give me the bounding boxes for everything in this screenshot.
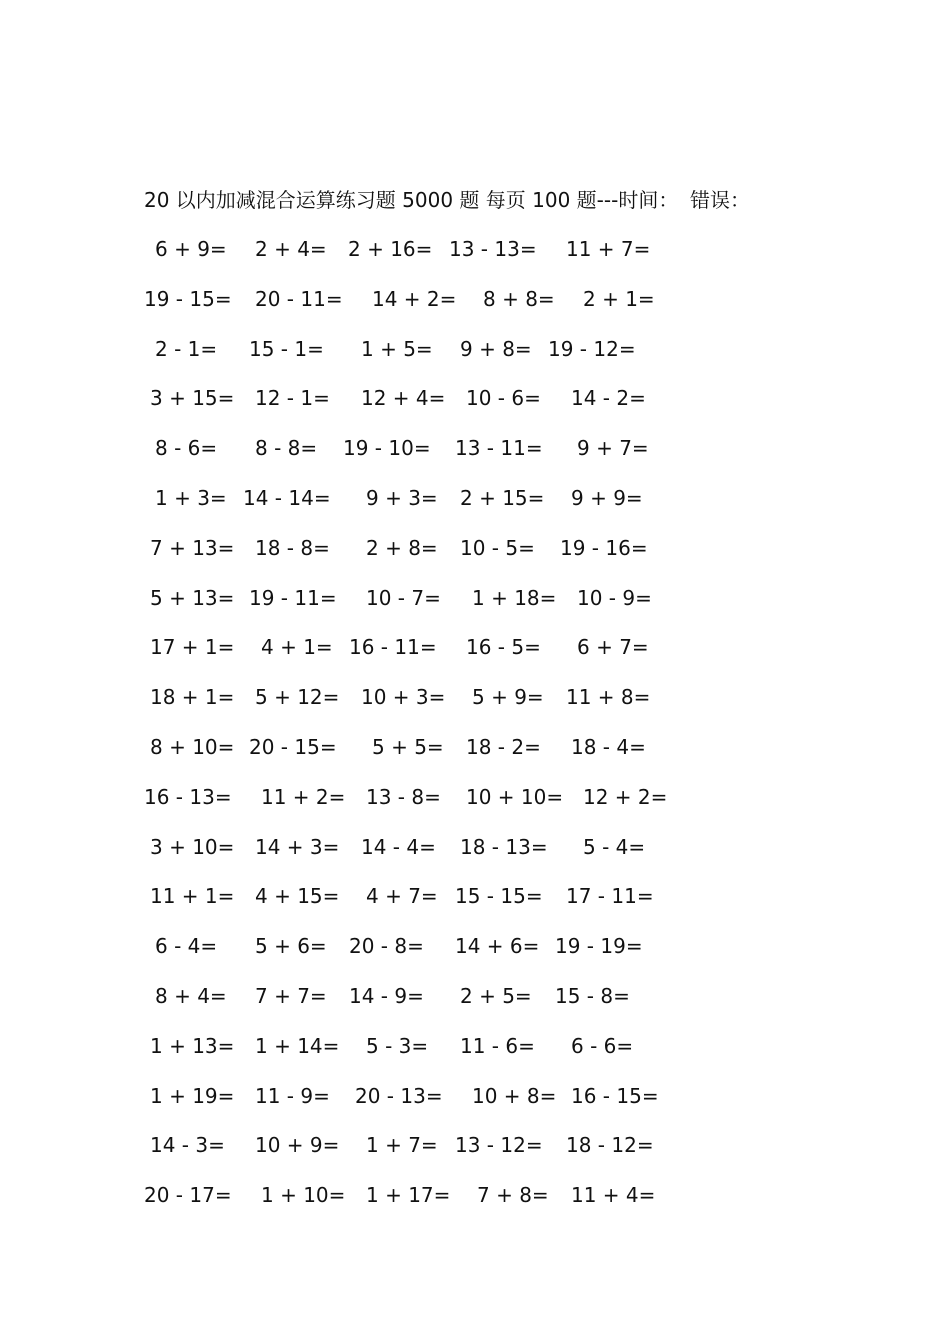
problem-item: 14 + 3=: [255, 834, 340, 859]
problem-item: 20 - 13=: [355, 1083, 443, 1108]
problem-item: 19 - 15=: [144, 286, 232, 311]
problem-item: 1 + 13=: [150, 1033, 235, 1058]
problem-item: 16 - 15=: [571, 1083, 659, 1108]
problem-item: 20 - 17=: [144, 1183, 232, 1208]
problem-item: 2 + 15=: [460, 486, 545, 510]
problem-row: [0, 384, 950, 412]
problem-item: 11 + 1=: [150, 884, 235, 909]
problem-item: 1 + 10=: [261, 1183, 346, 1208]
errors-label: 错误：: [690, 188, 750, 212]
problem-item: 18 - 8=: [255, 535, 330, 560]
problem-item: 15 - 1=: [249, 336, 324, 361]
problem-item: 12 - 1=: [255, 386, 330, 411]
problem-item: 17 - 11=: [566, 884, 654, 909]
problem-row: [0, 882, 950, 910]
problem-item: 11 + 2=: [261, 784, 346, 809]
problem-item: 14 + 6=: [455, 934, 540, 959]
problem-item: 11 + 8=: [566, 685, 651, 710]
problem-item: 5 + 13=: [150, 585, 235, 610]
problem-item: 20 - 8=: [349, 934, 424, 959]
problem-item: 12 + 2=: [583, 784, 668, 809]
problem-item: 1 + 5=: [361, 336, 433, 361]
problem-item: 18 - 4=: [571, 735, 646, 759]
problem-item: 10 - 9=: [577, 585, 652, 610]
problem-item: 2 + 4=: [255, 237, 327, 261]
problem-row: [0, 1032, 950, 1060]
problem-item: 11 + 7=: [566, 237, 651, 261]
problem-item: 16 - 11=: [349, 635, 437, 660]
problem-item: 1 + 17=: [366, 1183, 451, 1208]
problem-item: 13 - 8=: [366, 784, 441, 809]
problem-item: 4 + 15=: [255, 884, 340, 909]
problem-item: 20 - 11=: [255, 286, 343, 311]
problem-item: 1 + 14=: [255, 1033, 340, 1058]
problem-row: [0, 534, 950, 562]
problem-row: [0, 833, 950, 861]
problem-item: 6 - 4=: [155, 934, 218, 959]
problem-item: 19 - 16=: [560, 535, 648, 560]
problem-row: [0, 434, 950, 462]
problem-item: 11 + 4=: [571, 1183, 656, 1208]
problem-item: 18 - 2=: [466, 735, 541, 759]
problem-item: 5 + 5=: [372, 735, 444, 759]
problem-item: 6 + 7=: [577, 635, 649, 660]
problem-item: 2 + 8=: [366, 535, 438, 560]
problem-item: 14 - 2=: [571, 386, 646, 411]
problem-item: 1 + 19=: [150, 1083, 235, 1108]
problem-item: 4 + 7=: [366, 884, 438, 909]
problem-item: 11 - 9=: [255, 1083, 330, 1108]
problem-row: [0, 285, 950, 313]
problem-item: 9 + 9=: [571, 486, 643, 510]
problem-row: [0, 783, 950, 811]
problem-row: [0, 932, 950, 960]
problem-row: [0, 235, 950, 263]
problem-row: [0, 982, 950, 1010]
problem-item: 10 - 7=: [366, 585, 441, 610]
problem-item: 16 - 13=: [144, 784, 232, 809]
problem-item: 8 - 6=: [155, 436, 218, 461]
problem-item: 5 + 12=: [255, 685, 340, 710]
problem-item: 10 - 6=: [466, 386, 541, 411]
problem-row: [0, 683, 950, 711]
problem-item: 9 + 7=: [577, 436, 649, 461]
problem-item: 15 - 8=: [555, 984, 630, 1008]
problem-item: 5 + 6=: [255, 934, 327, 959]
problem-item: 9 + 8=: [460, 336, 532, 361]
problem-item: 15 - 15=: [455, 884, 543, 909]
problem-item: 10 + 8=: [472, 1083, 557, 1108]
problem-item: 2 + 1=: [583, 286, 655, 311]
problem-item: 3 + 10=: [150, 834, 235, 859]
problem-item: 8 + 4=: [155, 984, 227, 1008]
problem-item: 19 - 12=: [548, 336, 636, 361]
problem-row: [0, 335, 950, 363]
problem-item: 10 - 5=: [460, 535, 535, 560]
problem-item: 18 + 1=: [150, 685, 235, 710]
problem-item: 18 - 12=: [566, 1133, 654, 1158]
problem-item: 14 - 14=: [243, 486, 331, 510]
problem-row: [0, 633, 950, 661]
problem-item: 5 - 3=: [366, 1033, 429, 1058]
problem-row: [0, 584, 950, 612]
problem-item: 11 - 6=: [460, 1033, 535, 1058]
problem-row: [0, 733, 950, 761]
problem-item: 17 + 1=: [150, 635, 235, 660]
problem-item: 6 - 6=: [571, 1033, 634, 1058]
problem-row: [0, 1131, 950, 1159]
problem-item: 10 + 9=: [255, 1133, 340, 1158]
problem-item: 16 - 5=: [466, 635, 541, 660]
problem-item: 20 - 15=: [249, 735, 337, 759]
problem-item: 9 + 3=: [366, 486, 438, 510]
problem-item: 4 + 1=: [261, 635, 333, 660]
problem-row: [0, 1082, 950, 1110]
problem-item: 19 - 11=: [249, 585, 337, 610]
problem-row: [0, 1181, 950, 1209]
problem-item: 8 + 10=: [150, 735, 235, 759]
problem-item: 2 - 1=: [155, 336, 218, 361]
problem-item: 6 + 9=: [155, 237, 227, 261]
problem-item: 8 - 8=: [255, 436, 318, 461]
problem-item: 12 + 4=: [361, 386, 446, 411]
problem-item: 1 + 3=: [155, 486, 227, 510]
problem-item: 18 - 13=: [460, 834, 548, 859]
problem-item: 13 - 12=: [455, 1133, 543, 1158]
problem-item: 7 + 13=: [150, 535, 235, 560]
problem-item: 13 - 11=: [455, 436, 543, 461]
worksheet-title: 20 以内加减混合运算练习题 5000 题 每页 100 题---时间：: [144, 188, 679, 212]
problem-item: 7 + 7=: [255, 984, 327, 1008]
problem-item: 10 + 10=: [466, 784, 564, 809]
problem-item: 19 - 10=: [343, 436, 431, 461]
problem-item: 5 + 9=: [472, 685, 544, 710]
problem-item: 14 - 4=: [361, 834, 436, 859]
problem-item: 14 + 2=: [372, 286, 457, 311]
problem-item: 3 + 15=: [150, 386, 235, 411]
problem-item: 13 - 13=: [449, 237, 537, 261]
problem-item: 1 + 18=: [472, 585, 557, 610]
problem-row: [0, 484, 950, 512]
problem-item: 14 - 3=: [150, 1133, 225, 1158]
problem-item: 7 + 8=: [477, 1183, 549, 1208]
problem-item: 10 + 3=: [361, 685, 446, 710]
problem-item: 8 + 8=: [483, 286, 555, 311]
problem-item: 2 + 16=: [348, 237, 433, 261]
problem-item: 5 - 4=: [583, 834, 646, 859]
problem-item: 14 - 9=: [349, 984, 424, 1008]
problem-item: 19 - 19=: [555, 934, 643, 959]
problem-item: 2 + 5=: [460, 984, 532, 1008]
problem-item: 1 + 7=: [366, 1133, 438, 1158]
